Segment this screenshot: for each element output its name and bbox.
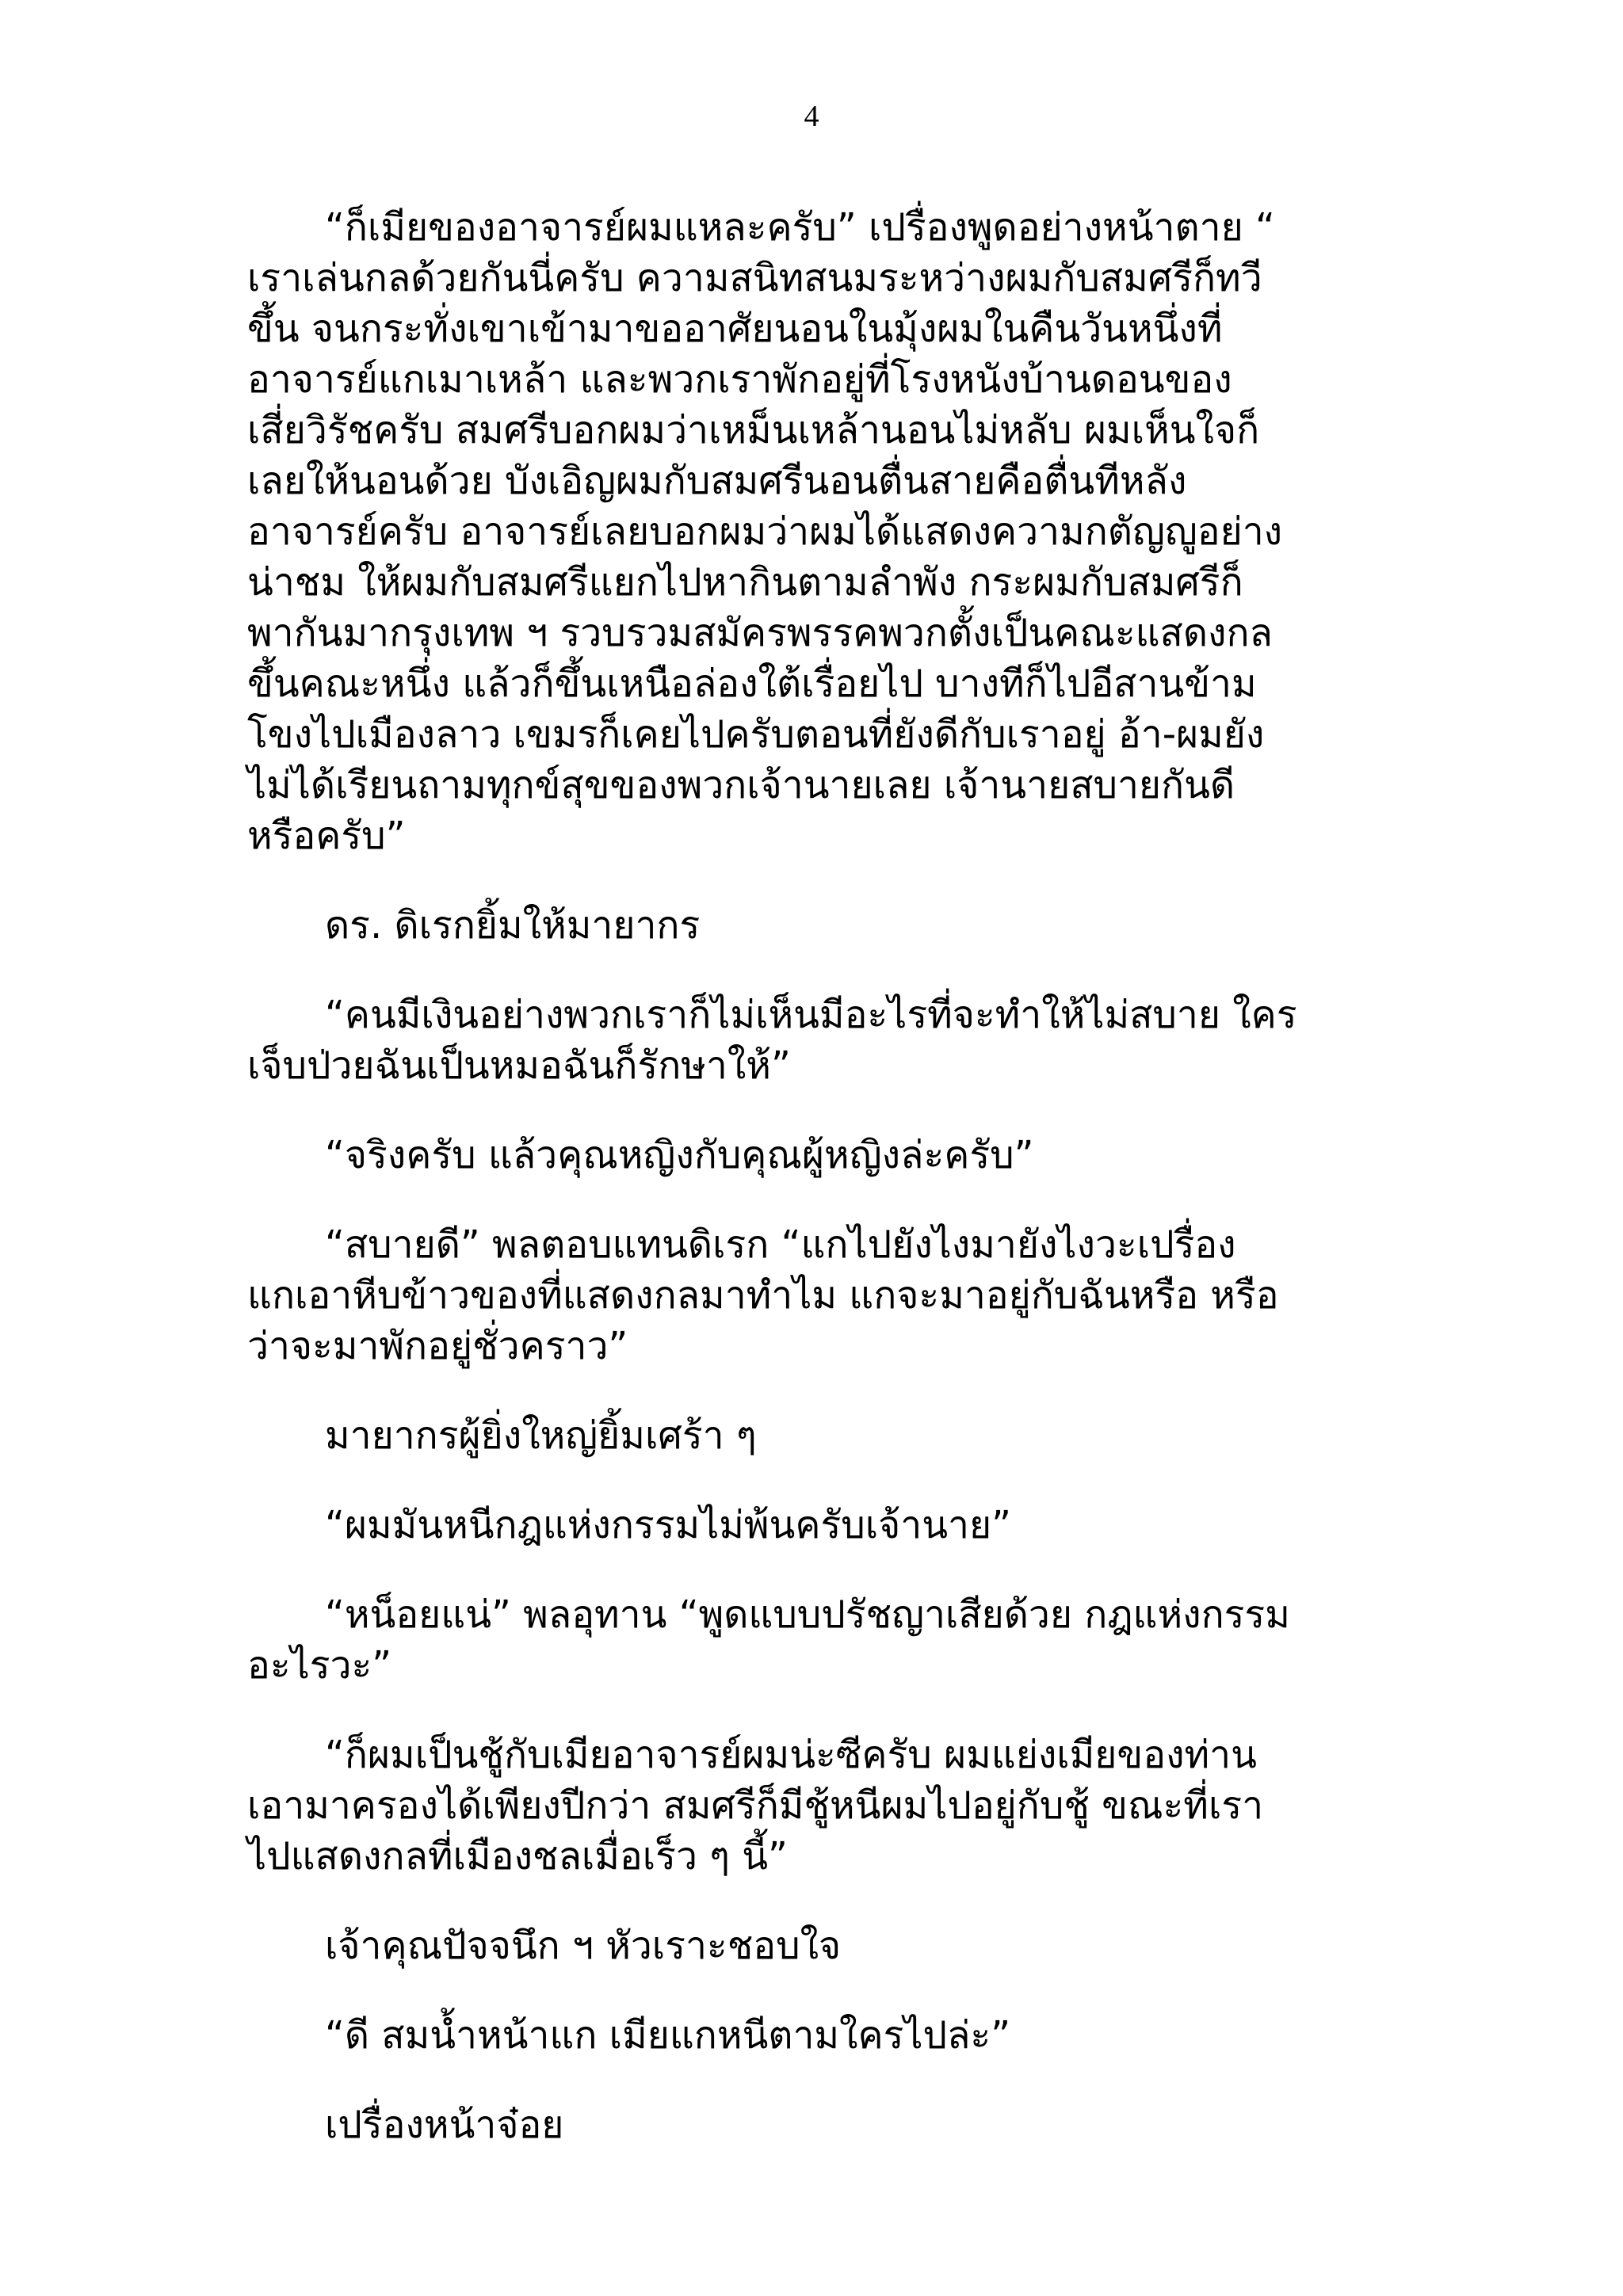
text-line: “ดี สมน้ำหน้าแก เมียแกหนีตามใครไปล่ะ” xyxy=(325,2013,1011,2058)
paragraph xyxy=(247,990,1388,1091)
text-line: มายากรผู้ยิ่งใหญ่ยิ้มเศร้า ๆ xyxy=(325,1413,757,1458)
paragraph xyxy=(247,1130,1388,1180)
text-line: “จริงครับ แล้วคุณหญิงกับคุณผู้หญิงล่ะครับ” xyxy=(325,1133,1034,1177)
text-line: หรือครับ” xyxy=(247,814,406,858)
text-line: ไปแสดงกลที่เมืองชลเมื่อเร็ว ๆ นี้” xyxy=(247,1834,788,1878)
text-line: อะไรวะ” xyxy=(247,1643,392,1688)
text-line: ว่าจะมาพักอยู่ชั่วคราว” xyxy=(247,1324,628,1368)
paragraph xyxy=(247,2100,1388,2150)
paragraph xyxy=(247,1410,1388,1461)
paragraph xyxy=(247,900,1388,951)
text-line: พากันมากรุงเทพ ฯ รวบรวมสมัครพรรคพวกตั้งเป็นคณะแสดงกล xyxy=(247,611,1273,655)
paragraph xyxy=(247,1920,1388,1971)
text-line: เจ็บป่วยฉันเป็นหมอฉันก็รักษาให้” xyxy=(247,1043,791,1088)
text-line: ไม่ได้เรียนถามทุกข์สุขของพวกเจ้านายเลย เจ้านายสบายกันดี xyxy=(247,763,1235,807)
text-line: น่าชม ให้ผมกับสมศรีแยกไปหากินตามลำพัง กระผมกับสมศรีก็ xyxy=(247,560,1243,605)
document-body xyxy=(247,202,1388,2189)
paragraph xyxy=(247,1589,1388,1691)
paragraph xyxy=(247,1500,1388,1550)
text-line: เสี่ยวิรัชครับ สมศรีบอกผมว่าเหม็นเหล้านอนไม่หลับ ผมเห็นใจก็ xyxy=(247,408,1260,452)
text-line: ขึ้นคณะหนึ่ง แล้วก็ขึ้นเหนือล่องใต้เรื่อยไป บางทีก็ไปอีสานข้าม xyxy=(247,662,1257,706)
page-number: 4 xyxy=(804,100,819,133)
text-line: โขงไปเมืองลาว เขมรก็เคยไปครับตอนที่ยังดีกับเราอยู่ อ้า-ผมยัง xyxy=(247,712,1265,757)
text-line: อาจารย์แกเมาเหล้า และพวกเราพักอยู่ที่โรงหนังบ้านดอนของ xyxy=(247,357,1232,402)
paragraph xyxy=(247,1730,1388,1882)
text-line: “ก็ผมเป็นชู้กับเมียอาจารย์ผมน่ะซีครับ ผมแย่งเมียของท่าน xyxy=(325,1733,1257,1777)
text-line: แกเอาหีบข้าวของที่แสดงกลมาทำไม แกจะมาอยู่กับฉันหรือ หรือ xyxy=(247,1273,1279,1318)
paragraph xyxy=(247,2010,1388,2061)
text-line: “หน็อยแน่” พลอุทาน “พูดแบบปรัชญาเสียด้วย กฎแห่งกรรม xyxy=(325,1592,1290,1637)
text-line: เปรื่องหน้าจ๋อย xyxy=(325,2103,564,2147)
text-line: “คนมีเงินอย่างพวกเราก็ไม่เห็นมีอะไรที่จะทำให้ไม่สบาย ใคร xyxy=(325,993,1297,1037)
text-line: “สบายดี” พลตอบแทนดิเรก “แกไปยังไงมายังไงวะเปรื่อง xyxy=(325,1222,1236,1267)
text-line: เราเล่นกลด้วยกันนี่ครับ ความสนิทสนมระหว่างผมกับสมศรีก็ทวี xyxy=(247,256,1262,300)
text-line: อาจารย์ครับ อาจารย์เลยบอกผมว่าผมได้แสดงความกตัญญูอย่าง xyxy=(247,509,1283,554)
text-line: “ผมมันหนีกฎแห่งกรรมไม่พ้นครับเจ้านาย” xyxy=(325,1503,1011,1547)
paragraph xyxy=(247,202,1388,861)
text-line: เลยให้นอนด้วย บังเอิญผมกับสมศรีนอนตื่นสายคือตื่นทีหลัง xyxy=(247,459,1187,503)
paragraph xyxy=(247,1219,1388,1371)
text-line: ดร. ดิเรกยิ้มให้มายากร xyxy=(325,903,701,948)
text-line: ขึ้น จนกระทั่งเขาเข้ามาขออาศัยนอนในมุ้งผมในคืนวันหนึ่งที่ xyxy=(247,307,1223,351)
text-line: “ก็เมียของอาจารย์ผมแหละครับ” เปรื่องพูดอย่างหน้าตาย “ xyxy=(325,205,1275,250)
text-line: เจ้าคุณปัจจนึก ฯ หัวเราะชอบใจ xyxy=(325,1924,842,1968)
text-line: เอามาครองได้เพียงปีกว่า สมศรีก็มีชู้หนีผมไปอยู่กับชู้ ขณะที่เรา xyxy=(247,1783,1264,1828)
